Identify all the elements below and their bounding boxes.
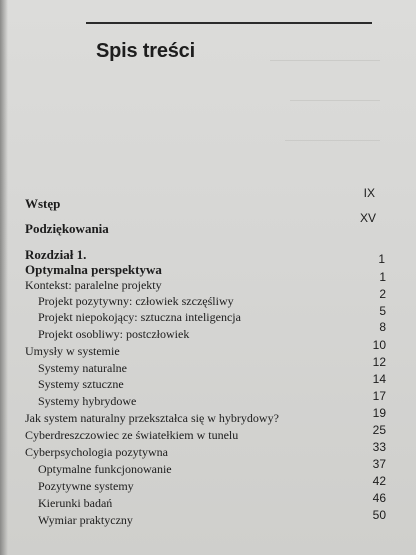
toc-entry-page: 19 — [372, 406, 386, 420]
toc-entry-page: 10 — [372, 338, 386, 352]
toc-entry-title: Pozytywne systemy — [38, 479, 134, 493]
toc-entry-page: 25 — [372, 423, 386, 437]
toc-entry-page: 17 — [372, 389, 386, 403]
toc-entry-title: Projekt pozytywny: człowiek szczęśliwy — [38, 294, 234, 308]
chapter-label: Rozdział 1. — [25, 247, 87, 262]
toc-entry-title: Projekt osobliwy: postczłowiek — [38, 327, 190, 341]
toc-entry-page: IX — [363, 186, 375, 200]
toc-entry-page: 33 — [372, 440, 386, 454]
toc-entry-page: 50 — [372, 508, 386, 522]
toc-entry-title: Systemy naturalne — [38, 361, 127, 375]
toc-entry-page: XV — [359, 211, 376, 225]
toc-entry-title: Jak system naturalny przekształca się w hybrydowy? — [25, 411, 279, 425]
toc-entry-title: Umysły w systemie — [25, 344, 120, 358]
toc-entry-title: Wstęp — [25, 196, 61, 211]
page-title: Spis treści — [96, 40, 195, 62]
toc-entry-page: 37 — [372, 457, 386, 471]
toc-entry-page: 1 — [379, 270, 386, 284]
page-gutter-shadow — [0, 0, 8, 555]
toc-entry-title: Cyberdreszczowiec ze światełkiem w tunelu — [25, 428, 239, 442]
toc-entry-title: Cyberpsychologia pozytywna — [25, 445, 168, 459]
toc-entry-page: 2 — [379, 287, 386, 301]
bleed-through-mark — [290, 100, 380, 107]
toc-entry-title: Wymiar praktyczny — [38, 513, 133, 527]
toc-entry-page: 12 — [372, 355, 386, 369]
toc-entry-page: 46 — [372, 491, 386, 505]
bleed-through-mark — [270, 60, 380, 67]
bleed-through-mark — [285, 140, 380, 147]
chapter-title: Optymalna perspektywa — [25, 262, 162, 277]
toc-entry-page: 1 — [378, 252, 385, 266]
toc-entry-page: 8 — [379, 320, 386, 334]
top-rule — [86, 22, 372, 24]
toc-entry-page: 42 — [372, 474, 386, 488]
toc-entry-page: 5 — [379, 304, 386, 318]
toc-entry-title: Kontekst: paralelne projekty — [25, 278, 162, 292]
toc-entry-title: Systemy hybrydowe — [38, 394, 137, 408]
toc-entry-page: 14 — [372, 372, 386, 386]
toc-entry-title: Projekt niepokojący: sztuczna inteligencja — [38, 310, 241, 324]
toc-entry-title: Podziękowania — [25, 221, 109, 236]
toc-entry-title: Systemy sztuczne — [38, 377, 124, 391]
toc-entry-title: Optymalne funkcjonowanie — [38, 462, 172, 476]
toc-entry-title: Kierunki badań — [38, 496, 113, 510]
